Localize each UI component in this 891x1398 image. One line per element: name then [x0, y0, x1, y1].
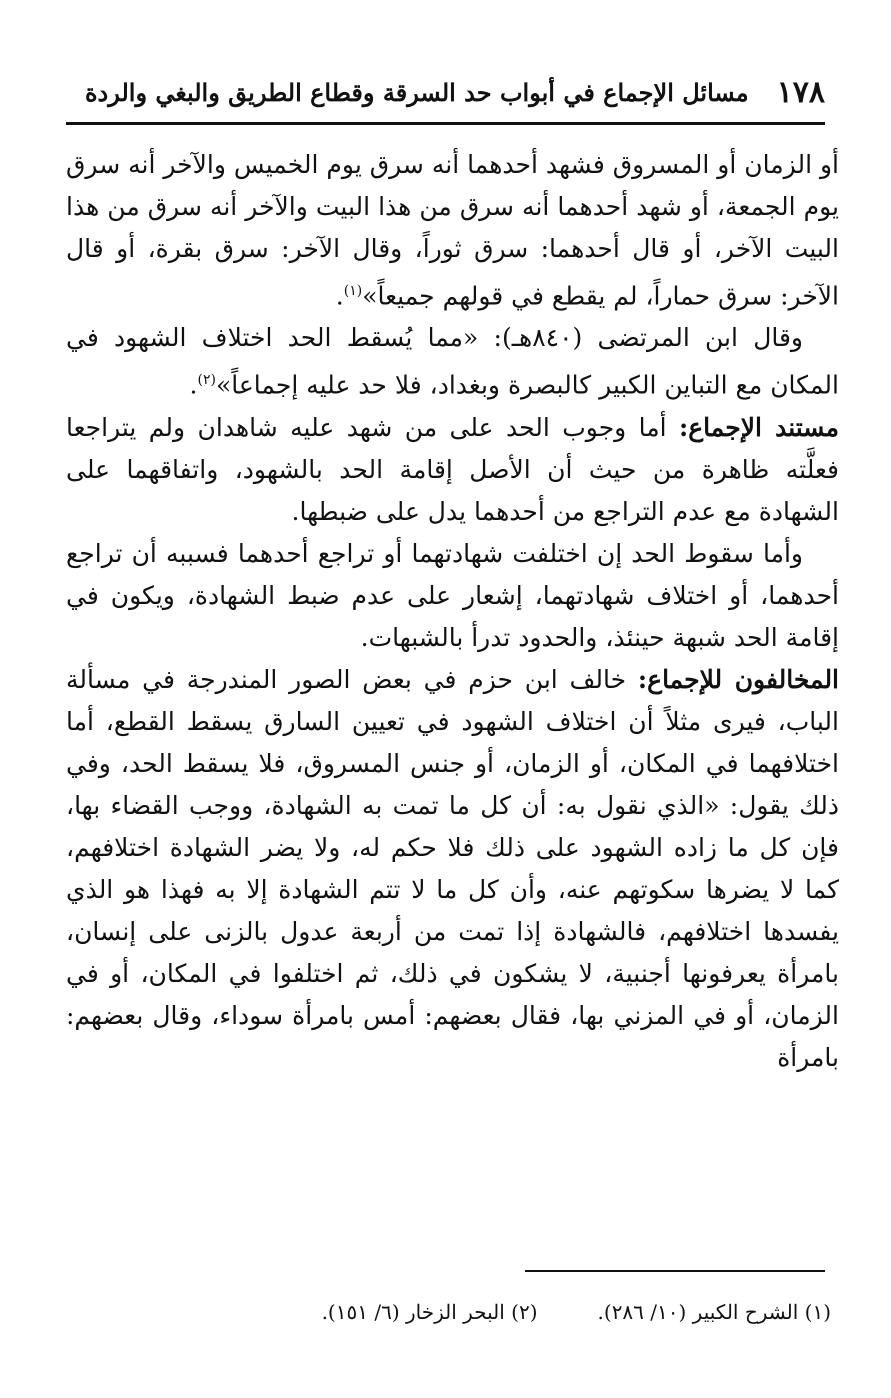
page-header: [66, 62, 825, 125]
paragraph-2: وقال ابن المرتضى (٨٤٠هـ): «مما يُسقط الحد اختلاف الشهود في المكان مع التباين الكبير كالبصرة وبغداد، فلا حد عليه إجماعاً»$^{(٢)}$.: [66, 323, 839, 400]
footnote-ref-1: (١): [343, 283, 363, 299]
paragraph-5: المخالفون للإجماع: خالف ابن حزم في بعض الصور المندرجة في مسألة الباب، فيرى مثلاً أن اختلاف الشهود في تعيين السارق يسقط القطع، أما اختلافهما في المكان، أو الزمان، أو جنس المسروق، فلا يسقط الحد، وفي ذلك يقول: «الذي نقول به: أن كل ما تمت به الشهادة، ووجب القضاء بها، فإن كل ما زاده الشهود على ذلك فلا حكم له، ولا يضر الشهادة اختلافهم، كما لا يضرها سكوتهم عنه، وأن كل ما لا تتم الشهادة إلا به فهذا هو الذي يفسدها اختلافهم، فالشهادة إذا تمت من أربعة عدول بالزنى على إنسان، بامرأة يعرفونها أجنبية، لا يشكون في ذلك، ثم اختلفوا في المكان، أو في الزمان، أو في المزني بها، فقال بعضهم: أمس بامرأة سوداء، وقال بعضهم: بامرأة: [66, 664, 840, 1072]
paragraph-1: أو الزمان أو المسروق فشهد أحدهما أنه سرق يوم الخميس والآخر أنه سرق يوم الجمعة، أو شهد أحدهما أنه سرق من هذا البيت والآخر أنه سرق من هذا البيت الآخر، أو قال أحدهما: سرق ثوراً، وقال الآخر: سرق بقرة، أو قال الآخر: سرق حماراً، لم يقطع في قولهم جميعاً»$^{(١)}$.: [66, 150, 839, 311]
section-heading-dissenters: المخالفون للإجماع:: [637, 664, 840, 694]
paragraph-3: مستند الإجماع: أما وجوب الحد على من شهد عليه شاهدان ولم يتراجعا فعلَّته ظاهرة من حيث أن الأصل إقامة الحد بالشهود، واتفاقهما على الشهادة مع عدم التراجع من أحدهما يدل على ضبطها.: [66, 412, 839, 526]
footnotes: [66, 1300, 831, 1324]
paragraph-4: وأما سقوط الحد إن اختلفت شهادتهما أو تراجع أحدهما فسببه أن تراجع أحدهما، أو اختلاف شهادتهما، إشعار على عدم ضبط الشهادة، ويكون في إقامة الحد شبهة حينئذ، والحدود تدرأ بالشبهات.: [66, 538, 839, 652]
main-text: [66, 144, 839, 1079]
footnote-2: (٢) البحر الزخار (٦/ ١٥١).: [321, 1300, 538, 1324]
section-heading-basis: مستند الإجماع:: [679, 412, 839, 442]
footnote-1: (١) الشرح الكبير (١٠/ ٢٨٦).: [597, 1300, 831, 1324]
running-title: مسائل الإجماع في أبواب حد السرقة وقطاع الطريق والبغي والردة: [84, 77, 749, 107]
footnote-divider: [525, 1270, 825, 1272]
page-number: ١٧٨: [776, 74, 825, 110]
footnote-ref-2: (٢): [197, 372, 216, 389]
